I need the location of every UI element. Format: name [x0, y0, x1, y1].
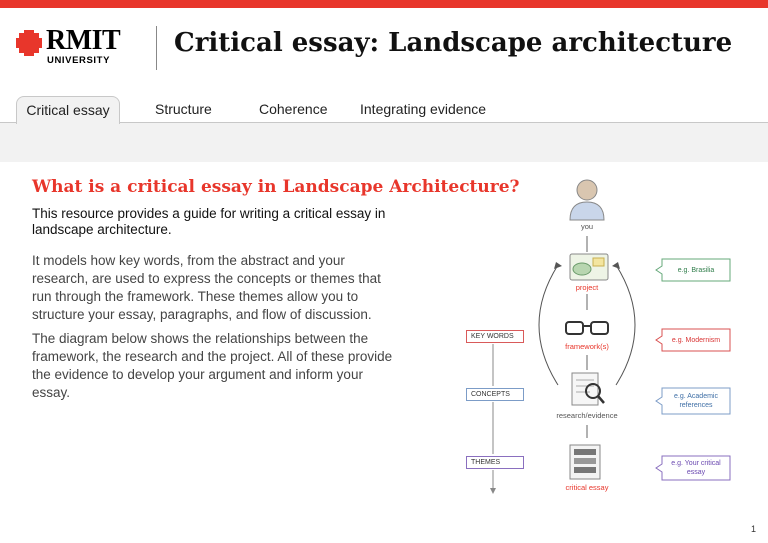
- callout-project-example: e.g. Brasilia: [677, 266, 715, 274]
- logo-subtext: UNIVERSITY: [47, 55, 111, 66]
- essay-document-icon: [570, 445, 600, 479]
- section-heading: What is a critical essay in Landscape Architecture?: [32, 177, 520, 197]
- tab-critical-essay[interactable]: Critical essay: [16, 96, 120, 124]
- node-label-essay: critical essay: [565, 483, 609, 492]
- project-map-icon: [570, 254, 608, 280]
- key-words-label: KEY WORDS: [466, 330, 524, 343]
- tab-coherence[interactable]: Coherence: [259, 101, 328, 117]
- concepts-label: CONCEPTS: [466, 388, 524, 401]
- intro-text: This resource provides a guide for writing a critical essay in landscape architecture.: [32, 206, 386, 237]
- framework-diagram: [450, 170, 750, 500]
- header-divider: [156, 26, 157, 70]
- node-label-project: project: [575, 283, 599, 292]
- rmit-pixel-mark-icon: [16, 30, 42, 56]
- tab-structure[interactable]: Structure: [155, 101, 212, 117]
- callout-framework-example: e.g. Modernism: [671, 336, 721, 344]
- callout-essay-example: e.g. Your critical essay: [671, 460, 721, 476]
- node-label-research: research/evidence: [556, 411, 618, 420]
- rmit-logo[interactable]: [16, 26, 136, 70]
- page-number: 1: [750, 524, 756, 534]
- magnifier-document-icon: [572, 373, 604, 405]
- logo-wordmark: RMIT: [46, 25, 121, 56]
- page-title: Critical essay: Landscape architecture: [174, 28, 733, 58]
- themes-label: THEMES: [466, 456, 524, 469]
- tab-bar: [0, 122, 768, 162]
- glasses-icon: [566, 322, 608, 334]
- tab-integrating-evidence[interactable]: Integrating evidence: [360, 101, 487, 117]
- person-icon: [570, 180, 604, 220]
- node-label-framework: framework(s): [565, 342, 609, 351]
- body-paragraph: It models how key words, from the abstract and your research, are used to express the concepts or themes that run through the framework. These themes allow you to structure your essay, paragraphs, and flow of discussion.: [32, 253, 381, 322]
- top-accent-bar: [0, 0, 768, 8]
- body-paragraph: The diagram below shows the relationships between the framework, the research and the project. All of these provide the evidence to develop your argument and inform your essay.: [32, 331, 393, 400]
- callout-research-example: e.g. Academic references: [674, 393, 718, 409]
- node-label-you: you: [580, 222, 594, 231]
